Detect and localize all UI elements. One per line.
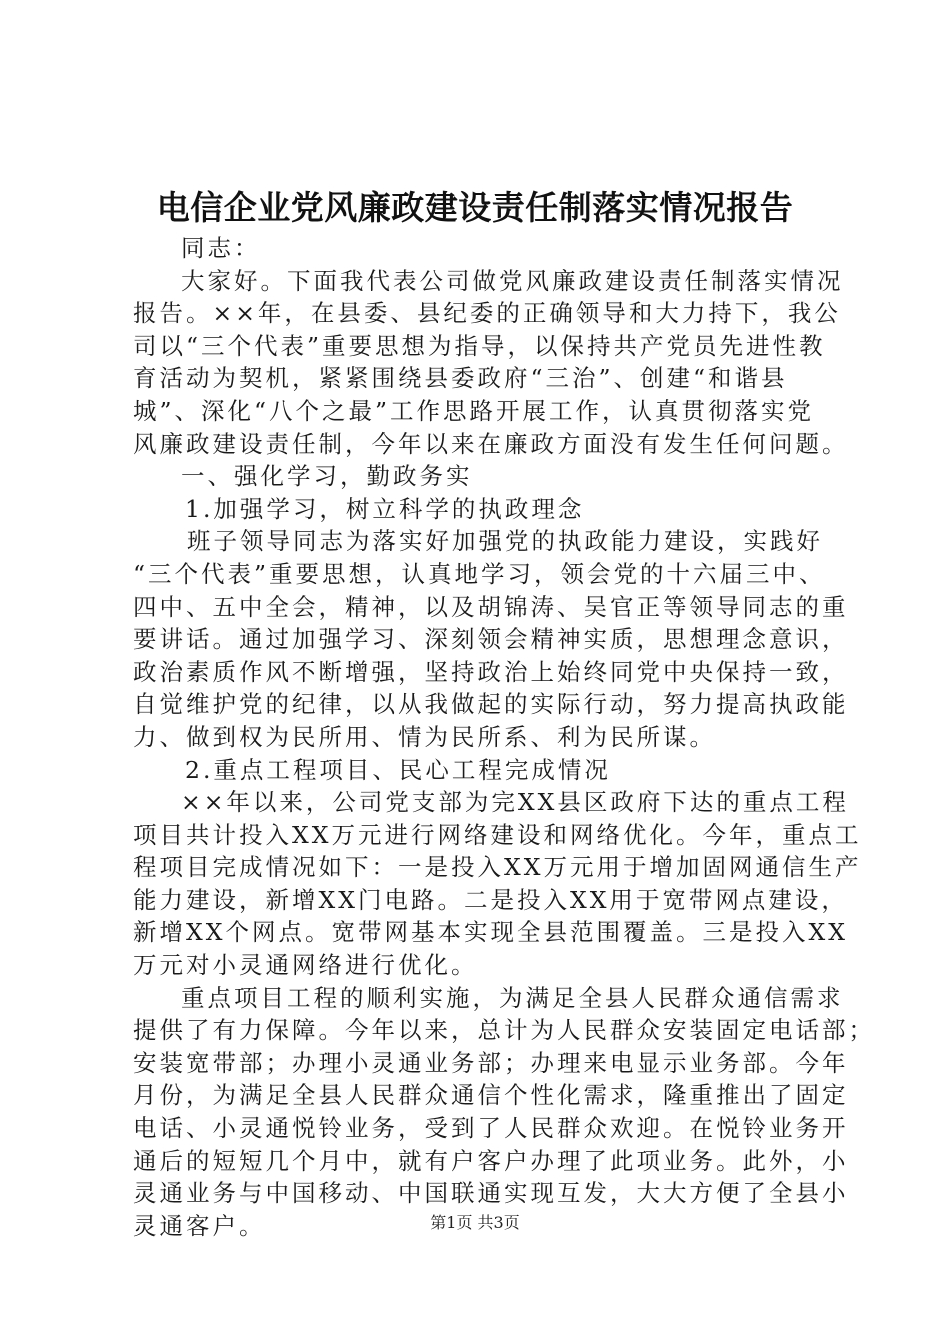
paragraph-line: 大家好。下面我代表公司做党风廉政建设责任制落实情况 xyxy=(181,266,844,295)
paragraph-line: 育活动为契机，紧紧围绕县委政府“三治”、创建“和谐县 xyxy=(133,364,788,393)
paragraph-line: 安装宽带部；办理小灵通业务部；办理来电显示业务部。今年 xyxy=(133,1048,849,1077)
paragraph-line: 月份，为满足全县人民群众通信个性化需求，隆重推出了固定 xyxy=(133,1081,849,1110)
paragraph-line: 报告。××年，在县委、县纪委的正确领导和大力持下，我公 xyxy=(133,299,841,328)
paragraph-line: 四中、五中全会，精神，以及胡锦涛、吴官正等领导同志的重 xyxy=(133,592,849,621)
paragraph-line: 风廉政建设责任制，今年以来在廉政方面没有发生任何问题。 xyxy=(133,429,849,458)
page-footer: 第1页 共3页 xyxy=(430,1213,520,1232)
paragraph-line: 项目共计投入XX万元进行网络建设和网络优化。今年，重点工 xyxy=(133,820,862,849)
paragraph-line: 重点项目工程的顺利实施，为满足全县人民群众通信需求 xyxy=(181,983,844,1012)
paragraph-line: 要讲话。通过加强学习、深刻领会精神实质，思想理念意识， xyxy=(133,625,849,654)
paragraph-line: 提供了有力保障。今年以来，总计为人民群众安装固定电话部； xyxy=(133,1016,875,1045)
paragraph-line: 城”、深化“八个之最”工作思路开展工作，认真贯彻落实党 xyxy=(133,396,815,425)
paragraph-line: 班子领导同志为落实好加强党的执政能力建设，实践好 xyxy=(187,527,823,556)
paragraph-line: 自觉维护党的纪律，以从我做起的实际行动，努力提高执政能 xyxy=(133,690,849,719)
paragraph-line: 通后的短短几个月中，就有户客户办理了此项业务。此外，小 xyxy=(133,1146,849,1175)
paragraph-line: 新增XX个网点。宽带网基本实现全县范围覆盖。三是投入XX xyxy=(133,918,848,947)
paragraph-line: 灵通业务与中国移动、中国联通实现互发，大大方便了全县小 xyxy=(133,1179,849,1208)
paragraph-line: “三个代表”重要思想，认真地学习，领会党的十六届三中、 xyxy=(133,559,826,588)
section-heading: 一、强化学习，勤政务实 xyxy=(181,462,473,491)
paragraph-line: 灵通客户。 xyxy=(133,1211,266,1240)
paragraph-line: 能力建设，新增XX门电路。二是投入XX用于宽带网点建设， xyxy=(133,885,848,914)
document-body xyxy=(133,232,875,1242)
paragraph-line: 政治素质作风不断增强，坚持政治上始终同党中央保持一致， xyxy=(133,657,849,686)
subsection-heading: 2.重点工程项目、民心工程完成情况 xyxy=(185,755,611,784)
paragraph-line: 司以“三个代表”重要思想为指导，以保持共产党员先进性教 xyxy=(133,331,826,360)
paragraph-line: 电话、小灵通悦铃业务，受到了人民群众欢迎。在悦铃业务开 xyxy=(133,1114,849,1143)
paragraph-line: ××年以来，公司党支部为完XX县区政府下达的重点工程 xyxy=(181,788,849,817)
paragraph-line: 万元对小灵通网络进行优化。 xyxy=(133,951,478,980)
salutation: 同志： xyxy=(181,234,261,262)
subsection-heading: 1.加强学习，树立科学的执政理念 xyxy=(185,494,585,523)
paragraph-line: 力、做到权为民所用、情为民所系、利为民所谋。 xyxy=(133,722,716,751)
paragraph-line: 程项目完成情况如下：一是投入XX万元用于增加固网通信生产 xyxy=(133,853,862,882)
document-title: 电信企业党风廉政建设责任制落实情况报告 xyxy=(156,188,794,227)
